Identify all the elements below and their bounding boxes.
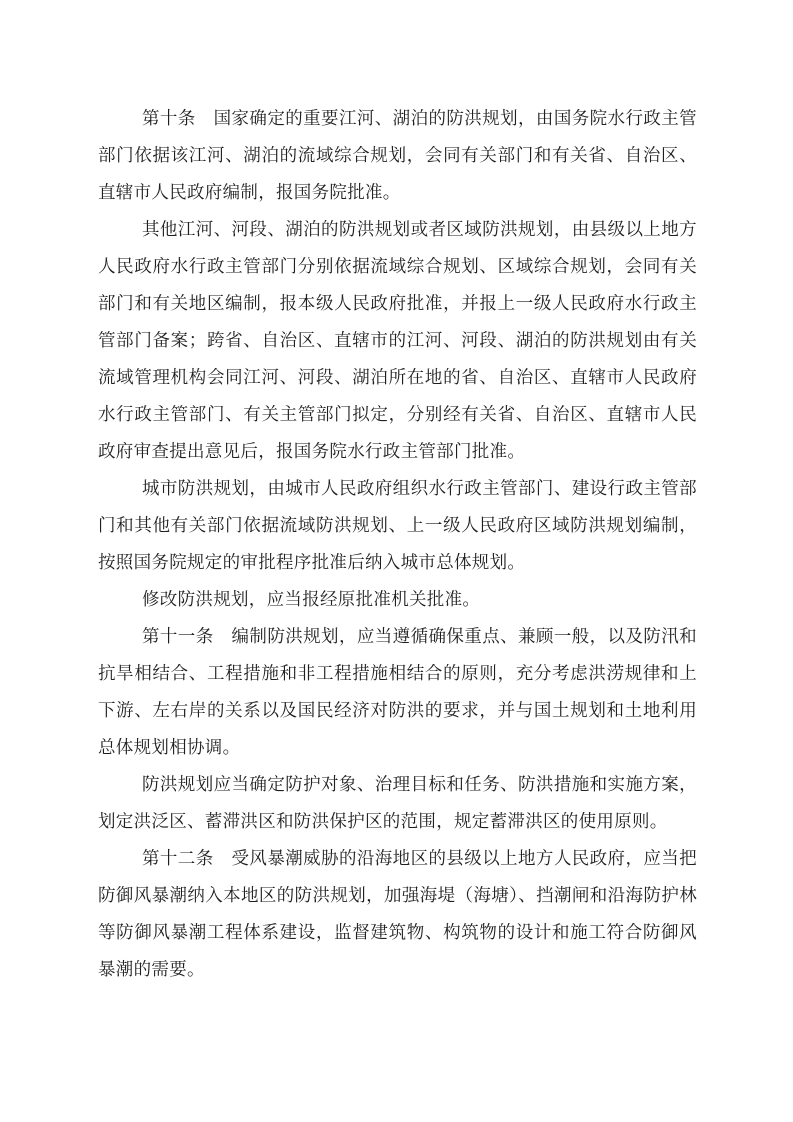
paragraph-article-12: 第十二条 受风暴潮威胁的沿海地区的县级以上地方人民政府，应当把防御风暴潮纳入本地区的防洪规划，加强海堤（海塘）、挡潮闸和沿海防护林等防御风暴潮工程体系建设，监督建筑物、构筑物的设计和施工符合防御风暴潮的需要。 <box>98 848 697 979</box>
paragraph-article-10: 第十条 国家确定的重要江河、湖泊的防洪规划，由国务院水行政主管部门依据该江河、湖泊的流域综合规划，会同有关部门和有关省、自治区、直辖市人民政府编制，报国务院批准。 <box>98 108 697 202</box>
document-body <box>98 100 697 988</box>
paragraph-article-11-scope: 防洪规划应当确定防护对象、治理目标和任务、防洪措施和实施方案，划定洪泛区、蓄滞洪区和防洪保护区的范围，规定蓄滞洪区的使用原则。 <box>98 774 697 831</box>
paragraph-article-10-amendment: 修改防洪规划，应当报经原批准机关批准。 <box>142 589 481 609</box>
paragraph-article-11: 第十一条 编制防洪规划，应当遵循确保重点、兼顾一般，以及防汛和抗旱相结合、工程措施和非工程措施相结合的原则，充分考虑洪涝规律和上下游、左右岸的关系以及国民经济对防洪的要求，并与国土规划和土地利用总体规划相协调。 <box>98 626 697 757</box>
paragraph-article-10-other-rivers: 其他江河、河段、湖泊的防洪规划或者区域防洪规划，由县级以上地方人民政府水行政主管部门分别依据流域综合规划、区域综合规划，会同有关部门和有关地区编制，报本级人民政府批准，并报上一级人民政府水行政主管部门备案；跨省、自治区、直辖市的江河、河段、湖泊的防洪规划由有关流域管理机构会同江河、河段、湖泊所在地的省、自治区、直辖市人民政府水行政主管部门、有关主管部门拟定，分别经有关省、自治区、直辖市人民政府审查提出意见后，报国务院水行政主管部门批准。 <box>98 219 697 461</box>
paragraph-article-10-city-planning: 城市防洪规划，由城市人民政府组织水行政主管部门、建设行政主管部门和其他有关部门依据流域防洪规划、上一级人民政府区域防洪规划编制，按照国务院规定的审批程序批准后纳入城市总体规划。 <box>98 478 697 572</box>
